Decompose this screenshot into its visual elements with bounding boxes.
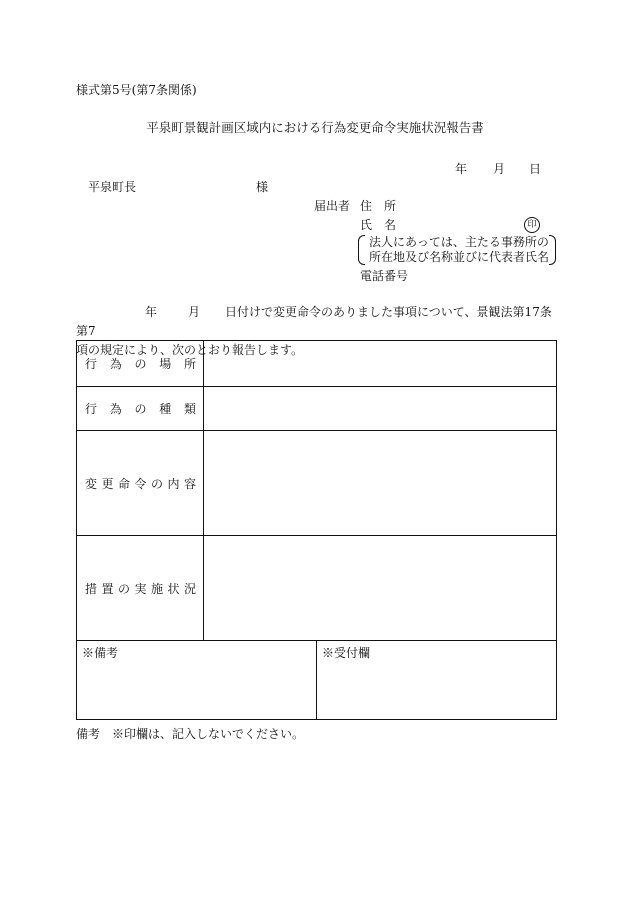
corporation-note-line2: 所在地及び名称並びに代表者氏名 (369, 250, 550, 264)
office-use-table (76, 640, 557, 720)
place-of-action-field[interactable] (204, 341, 557, 387)
addressee-name: 平泉町長 (88, 180, 137, 194)
document-title: 平泉町景観計画区域内における行為変更命令実施状況報告書 (146, 120, 484, 135)
body-rest-line1: 日付けで変更命令のありました事項について、景観法第17条第7 (76, 305, 552, 338)
footnote: 備考 ※印欄は、記入しないでください。 (76, 727, 305, 741)
body-month: 月 (188, 305, 201, 319)
row-label: 行為の場所 (77, 341, 204, 387)
notifier-label: 届出者 (314, 199, 351, 213)
right-bracket (549, 235, 556, 265)
change-order-content-field[interactable] (204, 431, 557, 536)
corporation-note (358, 234, 556, 266)
reception-label: ※受付欄 (322, 646, 371, 660)
type-of-action-field[interactable] (204, 387, 557, 431)
remarks-label: ※備考 (82, 646, 119, 660)
report-table (76, 340, 557, 641)
table-row (77, 641, 557, 720)
remarks-cell (77, 641, 317, 720)
table-row (77, 387, 557, 431)
reception-cell (317, 641, 557, 720)
addressee-honorific: 様 (256, 180, 269, 194)
form-number: 様式第5号(第7条関係) (76, 83, 197, 97)
table-row (77, 341, 557, 387)
phone-label: 電話番号 (360, 269, 409, 283)
row-label: 行為の種類 (77, 387, 204, 431)
body-rest-line2: 項の規定により、次のとおり報告します。 (76, 343, 304, 357)
address-label: 住 所 (360, 199, 397, 213)
row-label: 措置の実施状況 (77, 536, 204, 641)
seal-mark-icon: 印 (524, 217, 540, 233)
body-year: 年 (145, 305, 158, 319)
table-row (77, 431, 557, 536)
table-row (77, 536, 557, 641)
implementation-status-field[interactable] (204, 536, 557, 641)
left-bracket (358, 235, 365, 265)
row-label: 変更命令の内容 (77, 431, 204, 536)
date-year-label: 年 (455, 162, 468, 176)
name-label: 氏 名 (360, 218, 397, 232)
date-month-label: 月 (493, 162, 506, 176)
date-day-label: 日 (529, 162, 542, 176)
corporation-note-line1: 法人にあっては、主たる事務所の (369, 235, 549, 249)
